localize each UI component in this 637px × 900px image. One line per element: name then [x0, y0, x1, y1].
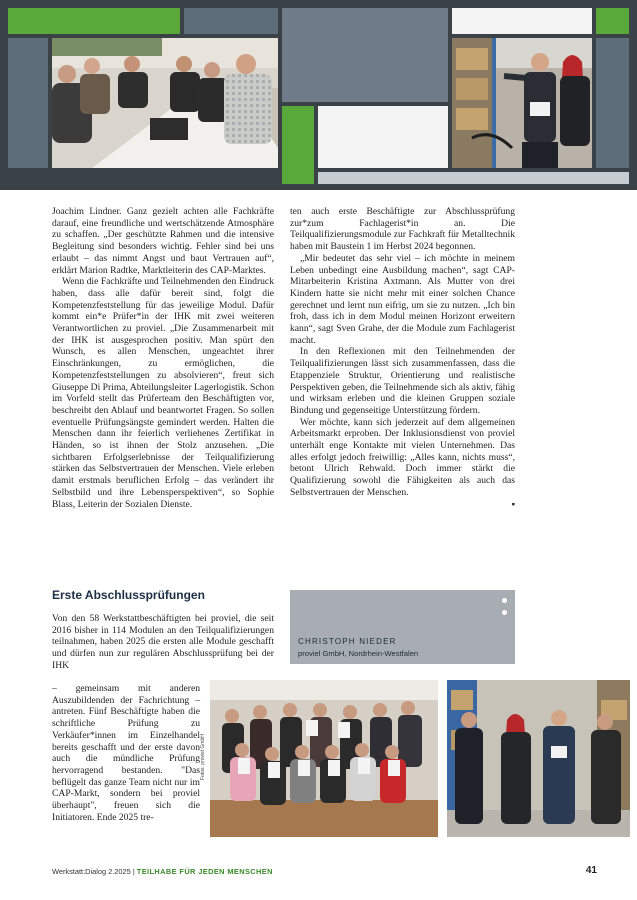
white-color-block	[452, 8, 592, 34]
header-photo-collage	[0, 0, 637, 190]
paragraph: „Mir bedeutet das sehr viel – ich möchte in meinem Leben unbedingt eine Ausbildung machen“, sagt CAP-Mitarbeiterin Kristina Axtmann. Als Mutter von drei Kindern hatte sie nicht mehr mit einer solchen Chance gerechnet und lernt nun eifrig, um sie zu nutzen. „Ich bin froh, dass ich in dem Modul meinen Horizont erweitern kann“, sagt Sven Grahe, der die Module zum Fachlagerist macht.	[290, 252, 515, 346]
green-color-block	[282, 106, 314, 184]
author-name: CHRISTOPH NIEDER	[298, 637, 397, 646]
decorative-dot	[502, 610, 507, 615]
slate-color-block	[596, 38, 629, 168]
warehouse-photo	[452, 38, 592, 168]
warehouse-team-photo	[447, 680, 630, 837]
section-intro-text	[52, 613, 274, 672]
paragraph: ten auch erste Beschäftigte zur Abschlussprüfung zur*zum Fachlagerist*in an. Die Teilqualifizierungsmodule zur Fachkraft für Metalltechnik haben mit Baustein 1 im Herbst 2024 begonnen.	[290, 206, 515, 253]
section-heading: Erste Abschlussprüfungen	[52, 588, 205, 602]
meeting-photo	[52, 38, 278, 168]
warehouse-team-photo-image	[447, 680, 630, 837]
decorative-dot	[502, 598, 507, 603]
paragraph: Wenn die Fachkräfte und Teilnehmenden den Eindruck haben, dass alle dafür bereit sind, folgt die Kompetenzfeststellung für das jeweilige Modul. Dafür kommt ein*e Prüfer*in der IHK mit zwei weiteren Verantwortlichen zu proviel. „Die Zusammenarbeit mit der IHK ist ausgesprochen positiv. Man spürt den Wunsch, es allen Menschen, ungeachtet ihrer Einschränkungen, zu ermöglichen, die Kompetenzfeststellungen zu absolvieren“, freut sich Giuseppe Di Prima, Abteilungsleiter Lagerlogistik. Schon im Vorfeld stellt das Prüferteam den Beschäftigten vor, beschreibt den Ablauf und beantwortet Fragen. So sollen eventuelle Prüfungsängste gemindert werden. Halten die Menschen dann ihr feierlich verliehenes Zertifikat in Händen, so ist ihnen der Stolz anzusehen. „Die sichtbaren Erfolgserlebnisse der Teilqualifizierung stärken das Selbstvertrauen der Menschen. Viele erleben damit erstmals beruflichen Erfolg – das verändert ihr Selbstbild und ihre Lebensperspektiven“, so Sophie Blass, Leiterin der Sozialen Dienste.	[52, 276, 274, 510]
photo-credit: Fotos: proviel GmbH	[200, 734, 206, 780]
page-number: 41	[585, 865, 597, 876]
group-photo-image	[210, 680, 438, 837]
green-color-block	[8, 8, 180, 34]
paragraph: Wer möchte, kann sich jederzeit auf dem allgemeinen Arbeitsmarkt erproben. Der Inklusionsdienst von proviel unterhält enge Kontakte mit vielen Unternehmen. Das alles erfolgt jedoch freiwillig: „Alles kann, nichts muss“, betont Ulrich Rehwald. Doch immer stärkt die Qualifizierung sowohl die Fähigkeiten als auch das Selbstvertrauen der Menschen.	[290, 416, 515, 498]
author-organization: proviel GmbH, Nordrhein-Westfalen	[298, 649, 419, 658]
section-wrap-text	[52, 683, 200, 823]
page-footer	[52, 867, 273, 876]
right-column-text	[290, 206, 515, 510]
white-color-block	[318, 106, 448, 168]
footer-separator: |	[132, 867, 135, 876]
slate-color-block	[184, 8, 278, 34]
magazine-title: Werkstatt:Dialog 2.2025	[52, 867, 131, 876]
group-photo	[210, 680, 438, 837]
slate-color-block	[8, 38, 48, 168]
paragraph: In den Reflexionen mit den Teilnehmenden der Teilqualifizierungen lässt sich zusammenfassen, dass die Etappenziele Struktur, Orientierung und realistische Perspektiven geben, die Teilnehmende sich als aktiv, fähig und wirksam erleben und die kleinen Gruppen soziale Bindung und gegenseitige Unterstützung fördern.	[290, 346, 515, 416]
paragraph: Von den 58 Werkstattbeschäftigten bei proviel, die seit 2016 bisher in 114 Modulen an den Teilqualifizierungen teilnahmen, haben 2025 die ersten alle Module geschafft und dürfen nun zur regulären Abschlussprüfung bei der IHK	[52, 613, 274, 671]
paragraph: Joachim Lindner. Ganz gezielt achten alle Fachkräfte darauf, eine freundliche und wertschätzende Atmosphäre zu schaffen. „Der geschützte Rahmen und die intensive Begleitung sind besonders wichtig. Fehler sind bei uns erlaubt – das nimmt Angst und baut Vertrauen auf“, erklärt Marion Radtke, Marktleiterin des CAP-Marktes.	[52, 206, 274, 276]
author-box	[290, 590, 515, 664]
warehouse-photo-image	[452, 38, 592, 168]
light-gray-strip	[318, 172, 629, 184]
slate-color-block	[282, 8, 448, 102]
section-name: TEILHABE FÜR JEDEN MENSCHEN	[136, 867, 273, 876]
meeting-photo-image	[52, 38, 278, 168]
paragraph: – gemeinsam mit anderen Auszubildenden der Fachrichtung – antreten. Fünf Beschäftigte haben die schriftliche Prüfung zu Verkäufer*innen im Einzelhandel bereits geschafft und der erste davon auch die mündliche Prüfung hervorragend bestanden. "Das beflügelt das ganze Team nicht nur im CAP-Markt, sondern bei proviel überhaupt", freuen sich die Initiatoren. Ende 2025 tre-	[52, 683, 200, 823]
green-color-block	[596, 8, 629, 34]
left-column-text	[52, 206, 274, 510]
end-of-article-mark: ▪	[511, 498, 515, 510]
